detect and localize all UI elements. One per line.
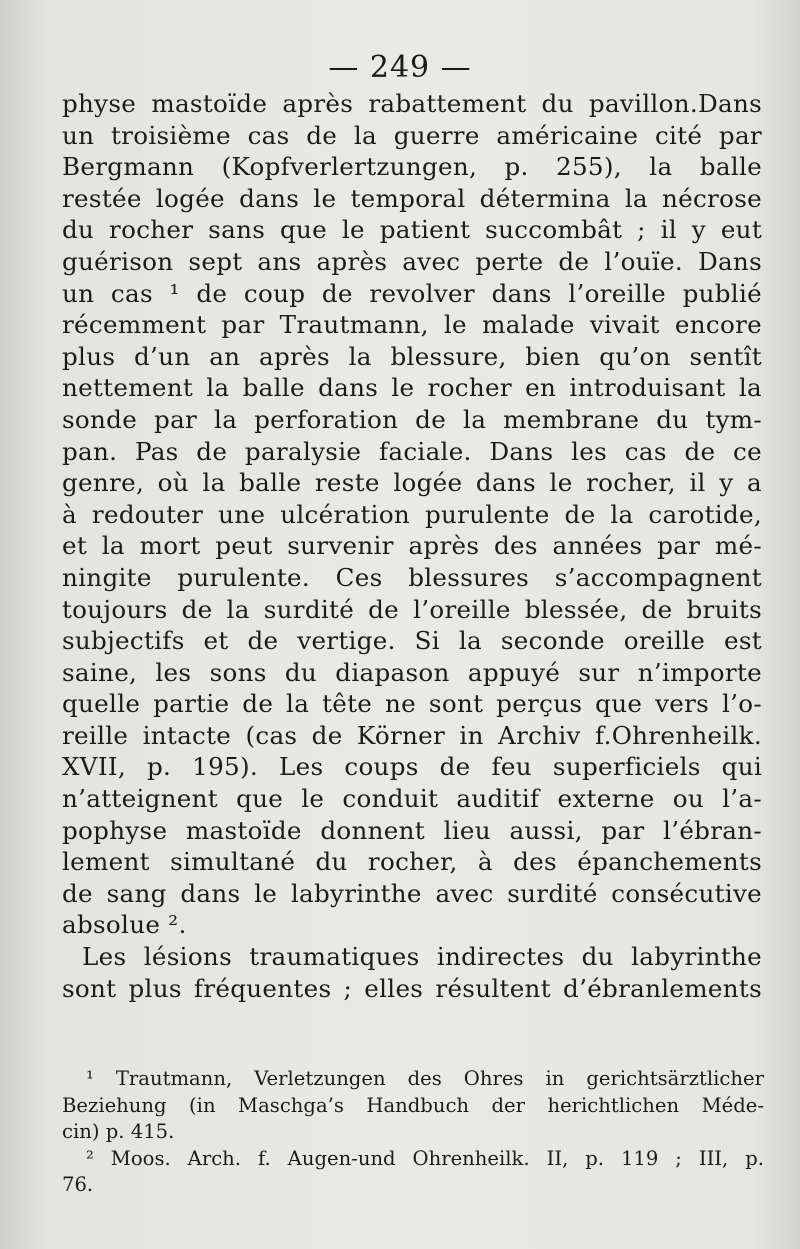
body-line: un cas ¹ de coup de revolver dans l’oreille publié [62, 278, 762, 308]
body-line: un troisième cas de la guerre américaine cité par [62, 120, 762, 150]
body-line: toujours de la surdité de l’oreille blessée, de bruits [62, 594, 762, 624]
footnote-line: Beziehung (in Maschga’s Handbuch der herichtlichen Méde- [62, 1093, 764, 1117]
footnote-line: ² Moos. Arch. f. Augen-und Ohrenheilk. II, p. 119 ; III, p. [86, 1146, 764, 1170]
body-line: plus d’un an après la blessure, bien qu’on sentît [62, 341, 762, 371]
body-line: XVII, p. 195). Les coups de feu superficiels qui [62, 752, 762, 782]
body-line: n’atteignent que le conduit auditif externe ou l’a- [62, 784, 762, 814]
body-line: pan. Pas de paralysie faciale. Dans les cas de ce [62, 436, 762, 466]
body-line: récemment par Trautmann, le malade vivait encore [62, 310, 762, 340]
body-line: reille intacte (cas de Körner in Archiv f.Ohrenheilk. [62, 720, 762, 750]
footnote-line: 76. [62, 1173, 94, 1196]
body-text [62, 88, 762, 1004]
body-line: saine, les sons du diapason appuyé sur n’importe [62, 657, 762, 687]
footnotes [62, 1066, 764, 1199]
body-line: sont plus fréquentes ; elles résultent d’ébranlements [62, 973, 762, 1003]
body-line: genre, où la balle reste logée dans le rocher, il y a [62, 468, 762, 498]
body-line: quelle partie de la tête ne sont perçus que vers l’o- [62, 689, 762, 719]
body-line: pophyse mastoïde donnent lieu aussi, par l’ébran- [62, 815, 762, 845]
body-line: Les lésions traumatiques indirectes du labyrinthe [82, 942, 762, 972]
page-number: — 249 — [328, 50, 472, 85]
body-line: ningite purulente. Ces blessures s’accompagnent [62, 562, 762, 592]
body-line: absolue ². [62, 910, 187, 940]
footnote-line: cin) p. 415. [62, 1120, 175, 1143]
body-line: de sang dans le labyrinthe avec surdité consécutive [62, 878, 762, 908]
body-line: nettement la balle dans le rocher en introduisant la [62, 373, 762, 403]
body-line: restée logée dans le temporal détermina la nécrose [62, 183, 762, 213]
body-line: à redouter une ulcération purulente de la carotide, [62, 499, 762, 529]
body-line: lement simultané du rocher, à des épanchements [62, 847, 762, 877]
body-line: du rocher sans que le patient succombât ; il y eut [62, 215, 762, 245]
body-line: physe mastoïde après rabattement du pavillon.Dans [62, 89, 762, 118]
body-line: Bergmann (Kopfverlertzungen, p. 255), la balle [62, 152, 762, 182]
footnote-line: ¹ Trautmann, Verletzungen des Ohres in gerichtsärztlicher [86, 1067, 764, 1090]
body-line: subjectifs et de vertige. Si la seconde oreille est [62, 626, 762, 656]
body-line: et la mort peut survenir après des années par mé- [62, 531, 762, 561]
body-line: guérison sept ans après avec perte de l’ouïe. Dans [62, 246, 762, 276]
body-line: sonde par la perforation de la membrane du tym- [62, 404, 762, 434]
